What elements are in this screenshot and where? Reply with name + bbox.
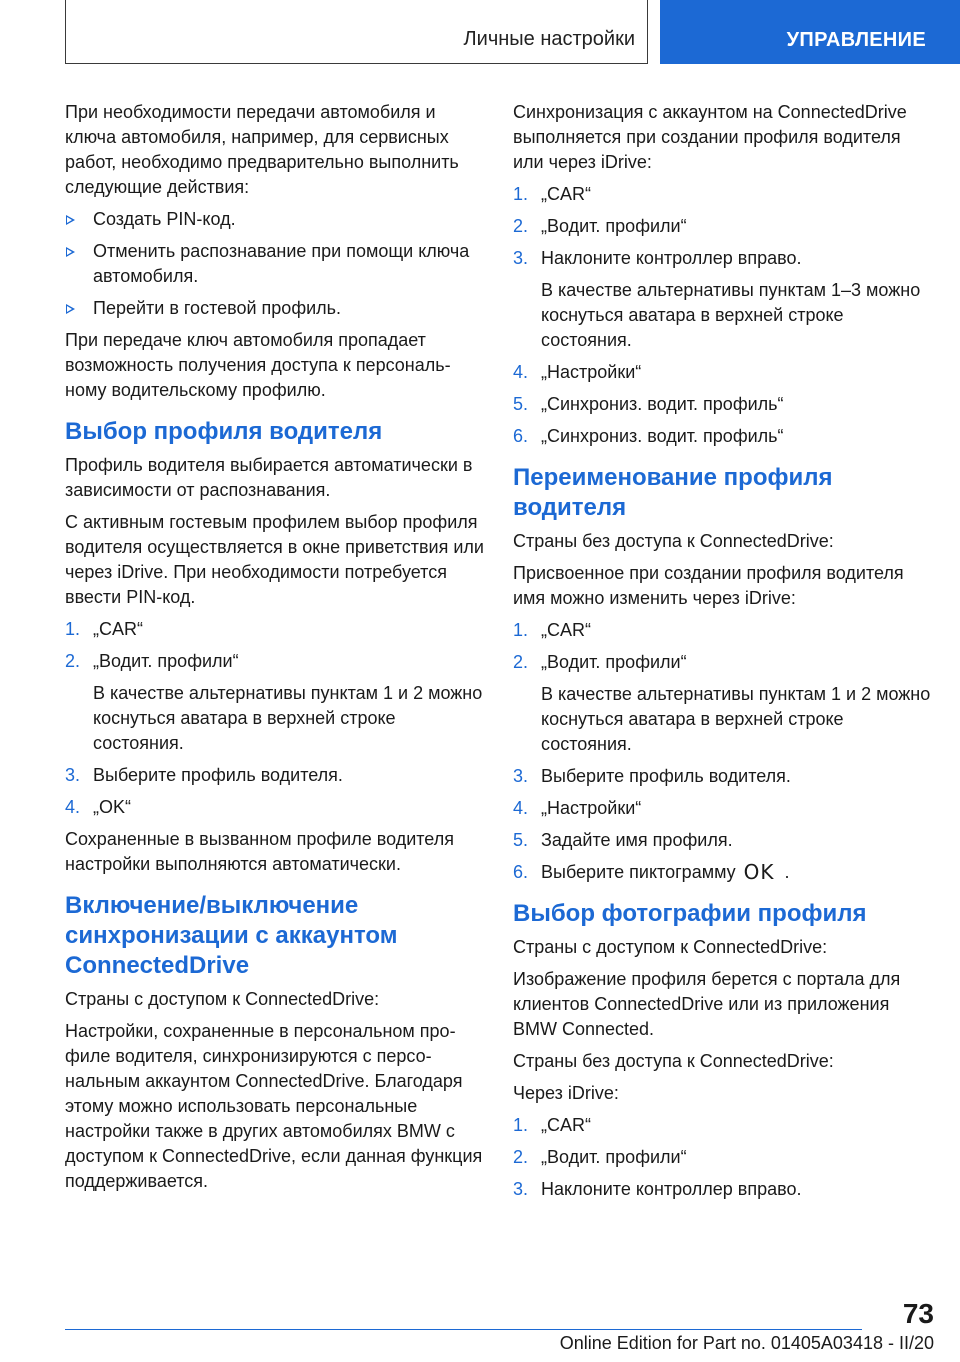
step-item: 2. „Водит. профили“	[513, 214, 933, 239]
section-heading-sync: Включение/выключение синхронизации с аккаунтом ConnectedDrive	[65, 892, 398, 979]
header-title-box	[65, 0, 648, 64]
paragraph: С активным гостевым профилем выбор профиля водителя осуществляется в окне приветствия или через iDrive. При необходимости потребуется ввести PIN-код.	[65, 512, 484, 607]
paragraph: Страны с доступом к ConnectedDrive:	[513, 937, 828, 957]
handover-note: При передаче ключ автомобиля пропадает возможность получения доступа к персональному водительскому профилю.	[65, 330, 451, 400]
step-item: 5. Задайте имя профиля.	[513, 828, 933, 853]
step-item: 3. Выберите профиль водителя.	[513, 764, 933, 789]
paragraph: Профиль водителя выбирается автоматически в зависимости от распознавания.	[65, 455, 473, 500]
page-number: 73	[902, 1298, 934, 1329]
paragraph: Через iDrive:	[513, 1083, 619, 1103]
step-item: 1. „CAR“	[513, 1113, 933, 1138]
step-number: 5.	[513, 394, 529, 414]
step-item: 2. „Водит. профили“	[513, 1145, 933, 1170]
step-number: 4.	[65, 797, 81, 817]
step-item: 2. „Водит. профили“ В качестве альтернативы пунктам 1 и 2 можно коснуться аватара в верхней строке состояния.	[513, 650, 933, 757]
step-number: 3.	[513, 766, 529, 786]
header-section-tab	[660, 0, 960, 64]
section-heading-select-profile: Выбор профиля водителя	[65, 418, 383, 445]
paragraph: Присвоенное при создании профиля водителя имя можно изменить через iDrive:	[513, 563, 904, 608]
step-number: 3.	[513, 1179, 529, 1199]
step-note: В качестве альтернативы пунктам 1 и 2 можно коснуться аватара в верхней строке состояния.	[541, 684, 931, 754]
step-item: 3. Выберите профиль водителя.	[65, 763, 485, 788]
paragraph: Изображение профиля берется с портала для клиентов ConnectedDrive или из приложения BMW Connected.	[513, 969, 901, 1039]
sync-steps	[513, 182, 933, 449]
select-profile-steps	[65, 617, 485, 820]
paragraph: Настройки, сохраненные в персональном профиле водителя, синхронизируются с персональным аккаунтом ConnectedDrive. Благодаря этому можно использовать персональные настройки также в других автомобилях BMW с доступом к ConnectedDrive, если данная функция поддерживается.	[65, 1021, 483, 1191]
paragraph: Сохраненные в вызванном профиле водителя настройки выполняются автоматически.	[65, 829, 454, 874]
step-item: 2. „Водит. профили“ В качестве альтернативы пунктам 1 и 2 можно коснуться аватара в верхней строке состояния.	[65, 649, 485, 756]
paragraph: Страны без доступа к ConnectedDrive:	[513, 1051, 834, 1071]
paragraph: Синхронизация с аккаунтом на ConnectedDrive выполняется при создании профиля водителя или через iDrive:	[513, 102, 907, 172]
footer-edition: Online Edition for Part no. 01405A03418 - II/20	[559, 1333, 934, 1353]
step-item: 6. „Синхрониз. водит. профиль“	[513, 424, 933, 449]
step-item: 6. Выберите пиктограмму OK .	[513, 859, 790, 884]
right-column	[513, 100, 933, 1209]
step-item: 1. „CAR“	[513, 182, 933, 207]
step-number: 4.	[513, 798, 529, 818]
list-item: Отменить распознавание при помощи ключа автомобиля.	[65, 239, 485, 289]
footer-divider	[65, 1329, 862, 1330]
step-number: 1.	[513, 620, 529, 640]
step-number: 6.	[513, 426, 529, 446]
list-item: Создать PIN-код.	[65, 207, 485, 232]
step-number: 2.	[513, 1147, 529, 1167]
step-number: 3.	[513, 248, 529, 268]
step-item: 1. „CAR“	[65, 617, 485, 642]
header-title: Личные настройки	[463, 28, 635, 50]
triangle-bullet-icon	[66, 304, 75, 314]
photo-steps	[513, 1113, 933, 1202]
step-number: 1.	[65, 619, 81, 639]
step-note: В качестве альтернативы пунктам 1–3 можно коснуться аватара в верхней строке состояния.	[541, 280, 921, 350]
step-number: 2.	[513, 652, 529, 672]
step-item: 3. Наклоните контроллер вправо.	[513, 1177, 933, 1202]
step-item: 4. „Настройки“	[513, 796, 933, 821]
section-heading-photo: Выбор фотографии профиля	[513, 900, 867, 927]
intro-paragraph: При необходимости передачи автомобиля и ключа автомобиля, например, для сервисных работ, необходимо предварительно выполнить следующие действия:	[65, 102, 459, 197]
rename-steps	[513, 618, 933, 885]
step-number: 5.	[513, 830, 529, 850]
paragraph: Страны без доступа к ConnectedDrive:	[513, 531, 834, 551]
left-column	[65, 100, 485, 1201]
step-item: 5. „Синхрониз. водит. профиль“	[513, 392, 933, 417]
header-section-label: УПРАВЛЕНИЕ	[786, 29, 926, 51]
triangle-bullet-icon	[66, 215, 75, 225]
step-number: 2.	[65, 651, 81, 671]
section-heading-rename: Переименование профиля водителя	[513, 464, 833, 521]
triangle-bullet-icon	[66, 247, 75, 257]
ok-pictogram-icon: OK	[743, 859, 775, 884]
step-number: 1.	[513, 1115, 529, 1135]
preparation-list	[65, 207, 485, 321]
step-item: 4. „Настройки“	[513, 360, 933, 385]
step-number: 4.	[513, 362, 529, 382]
step-number: 1.	[513, 184, 529, 204]
step-number: 2.	[513, 216, 529, 236]
step-note: В качестве альтернативы пунктам 1 и 2 можно коснуться аватара в верхней строке состояния.	[93, 683, 483, 753]
step-item: 4. „OK“	[65, 795, 485, 820]
step-number: 6.	[513, 862, 529, 882]
step-item: 3. Наклоните контроллер вправо. В качестве альтернативы пунктам 1–3 можно коснуться аватара в верхней строке состояния.	[513, 246, 933, 353]
paragraph: Страны с доступом к ConnectedDrive:	[65, 989, 380, 1009]
step-number: 3.	[65, 765, 81, 785]
list-item: Перейти в гостевой профиль.	[65, 296, 485, 321]
step-item: 1. „CAR“	[513, 618, 933, 643]
